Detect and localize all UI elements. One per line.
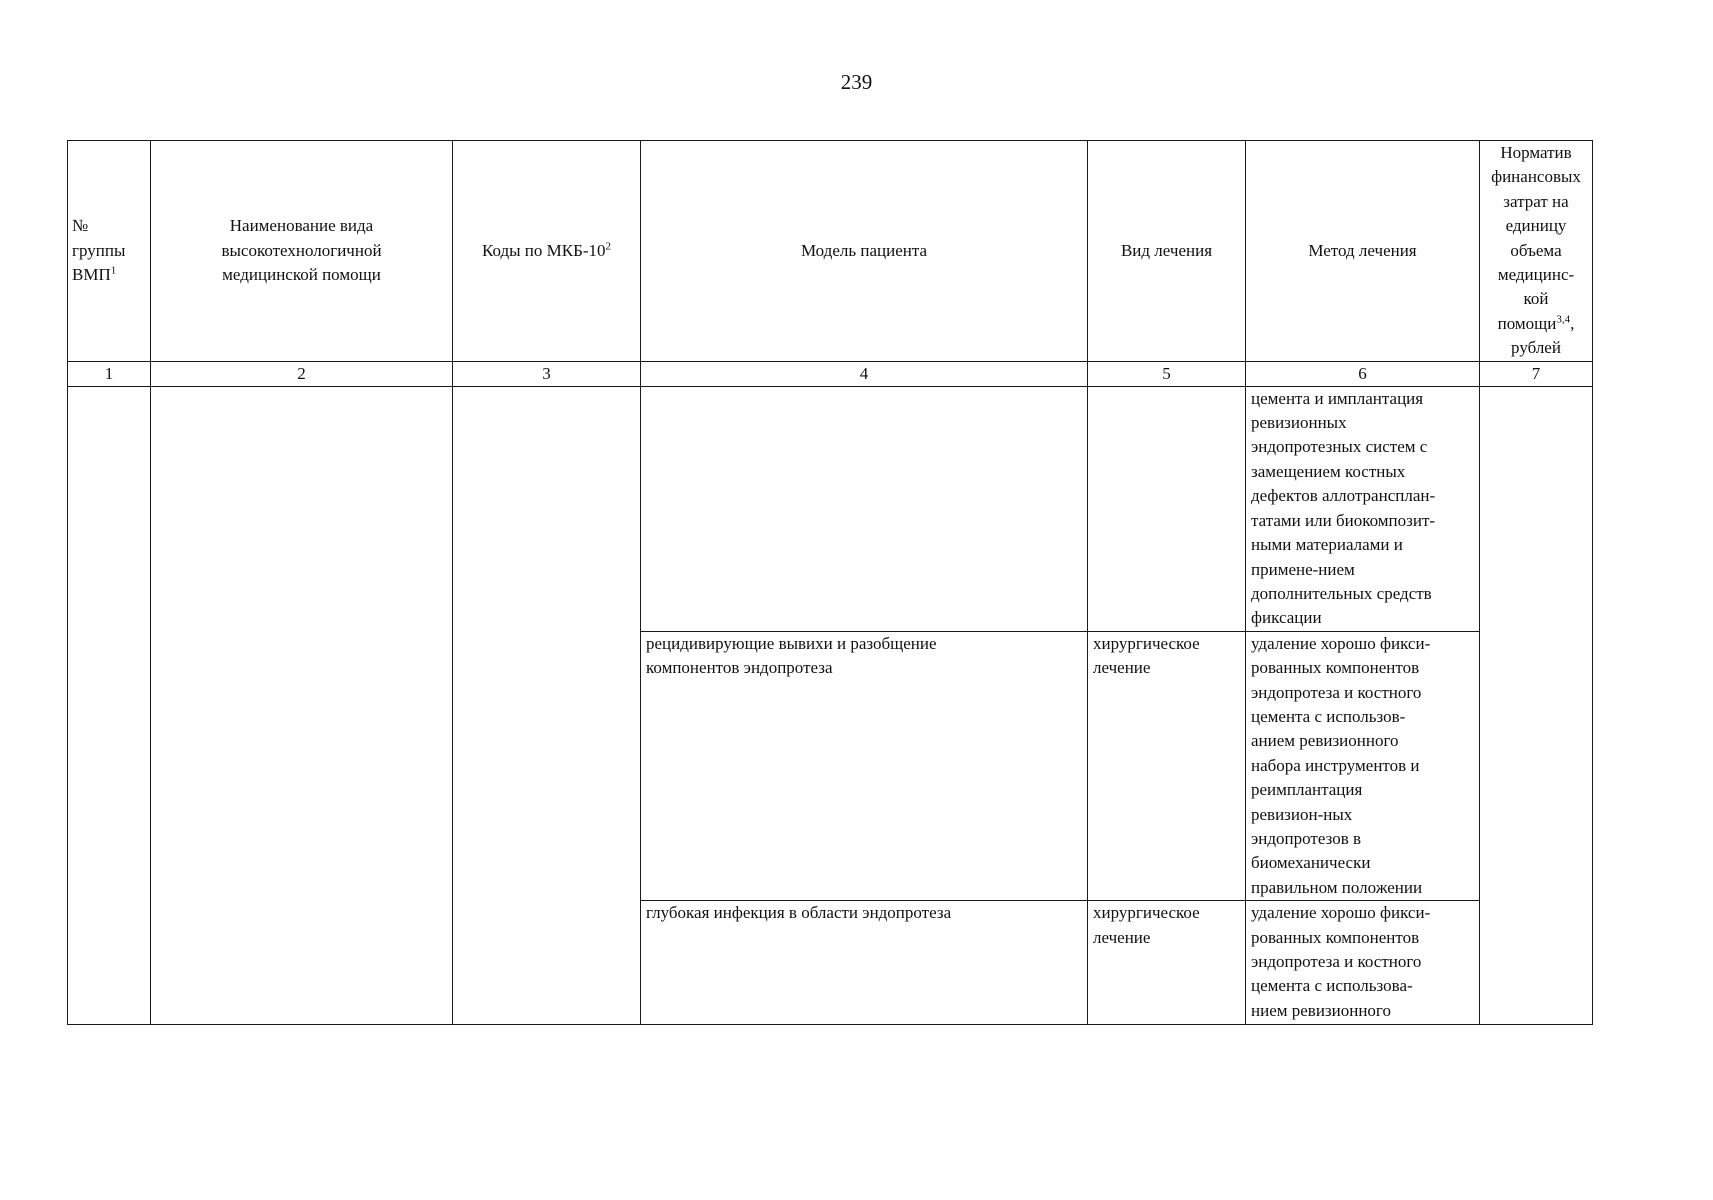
- header-treatment-method-label: Метод лечения: [1308, 240, 1417, 260]
- column-number: 5: [1088, 361, 1246, 386]
- column-number: 2: [151, 361, 453, 386]
- cost-standard-cell: [1480, 386, 1593, 1025]
- treatment-type-cell: [1088, 386, 1246, 631]
- treatment-method-cell: [1246, 631, 1480, 900]
- treatment-type-line: лечение: [1093, 658, 1151, 678]
- vmp-table: [67, 140, 1593, 1025]
- treatment-method-line: ревизионных: [1251, 413, 1347, 433]
- treatment-method-line: цемента с использов-: [1251, 706, 1406, 726]
- header-care-type-line: медицинской помощи: [222, 265, 381, 285]
- treatment-method-line: набора инструментов и: [1251, 755, 1420, 775]
- icd-codes-cell: [453, 386, 641, 1025]
- header-group-number-line: группы: [72, 240, 126, 260]
- header-cost-standard-comma: ,: [1570, 313, 1575, 333]
- patient-model-cell: [641, 901, 1088, 1025]
- group-number-cell: [68, 386, 151, 1025]
- header-cost-standard-line: затрат на: [1503, 191, 1569, 211]
- header-cost-standard-line: кой: [1523, 289, 1549, 309]
- column-numbers-row: [68, 361, 1593, 386]
- header-care-type-name: [151, 141, 453, 362]
- treatment-type-cell: [1088, 631, 1246, 900]
- header-cost-standard-line: финансовых: [1491, 167, 1581, 187]
- treatment-method-cell: [1246, 901, 1480, 1025]
- header-treatment-method: [1246, 141, 1480, 362]
- treatment-method-line: дефектов аллотрансплан-: [1251, 486, 1436, 506]
- header-cost-standard-line: медицинс-: [1497, 265, 1575, 285]
- treatment-method-line: ревизион-ных: [1251, 804, 1353, 824]
- patient-model-cell: [641, 631, 1088, 900]
- treatment-method-line: эндопротезов в: [1251, 828, 1362, 848]
- header-patient-model: [641, 141, 1088, 362]
- treatment-method-line: рованных компонентов: [1251, 658, 1420, 678]
- treatment-method-line: правильном положении: [1251, 877, 1423, 897]
- treatment-method-line: цемента и имплантация: [1251, 388, 1424, 408]
- column-number: 4: [641, 361, 1088, 386]
- treatment-method-line: эндопротеза и костного: [1251, 682, 1422, 702]
- header-treatment-type-label: Вид лечения: [1120, 240, 1213, 260]
- care-type-name-cell: [151, 386, 453, 1025]
- footnote-marker: 2: [605, 239, 612, 252]
- treatment-method-line: цемента с использова-: [1251, 976, 1413, 996]
- header-cost-standard-line: рублей: [1511, 338, 1561, 358]
- header-cost-standard-line: единицу: [1505, 216, 1567, 236]
- treatment-method-line: примене-нием: [1251, 559, 1355, 579]
- treatment-method-cell: [1246, 386, 1480, 631]
- header-cost-standard-line: Норматив: [1500, 143, 1572, 162]
- table-header-row: [68, 141, 1593, 362]
- treatment-method-line: удаление хорошо фикси-: [1251, 903, 1431, 923]
- page-number: 239: [840, 70, 873, 94]
- header-icd-codes: [453, 141, 641, 362]
- patient-model-line: рецидивирующие вывихи и разобщение: [646, 633, 937, 653]
- treatment-method-line: реимплантация: [1251, 780, 1363, 800]
- footnote-marker: 1: [110, 264, 117, 277]
- treatment-method-line: ными материалами и: [1251, 535, 1403, 555]
- patient-model-line: компонентов эндопротеза: [646, 658, 833, 678]
- header-group-number-line: №: [72, 216, 89, 236]
- treatment-method-line: дополнительных средств: [1251, 583, 1432, 603]
- footnote-marker: 3,4: [1556, 313, 1571, 326]
- treatment-type-line: лечение: [1093, 927, 1151, 947]
- patient-model-line: глубокая инфекция в области эндопротеза: [646, 903, 952, 923]
- header-cost-standard-line: объема: [1510, 240, 1562, 260]
- header-group-number: [68, 141, 151, 362]
- treatment-method-line: татами или биокомпозит-: [1251, 510, 1436, 530]
- header-cost-standard: [1480, 141, 1593, 362]
- treatment-method-line: удаление хорошо фикси-: [1251, 633, 1431, 653]
- header-treatment-type: [1088, 141, 1246, 362]
- header-icd-codes-label: Коды по МКБ-10: [481, 240, 606, 260]
- header-care-type-line: Наименование вида: [229, 216, 374, 236]
- treatment-method-line: замещением костных: [1251, 461, 1406, 481]
- patient-model-cell: [641, 386, 1088, 631]
- treatment-method-line: эндопротезных систем с: [1251, 437, 1428, 457]
- treatment-type-cell: [1088, 901, 1246, 1025]
- treatment-type-line: хирургическое: [1093, 903, 1200, 923]
- column-number: 6: [1246, 361, 1480, 386]
- treatment-type-line: хирургическое: [1093, 633, 1200, 653]
- table-row: [68, 386, 1593, 631]
- header-patient-model-label: Модель пациента: [800, 240, 928, 260]
- treatment-method-line: эндопротеза и костного: [1251, 952, 1422, 971]
- treatment-method-line: биомеханически: [1251, 853, 1371, 873]
- header-group-number-line: ВМП: [72, 265, 111, 285]
- treatment-method-line: рованных компонентов: [1251, 927, 1420, 947]
- treatment-method-line: нием ревизионного: [1251, 1000, 1391, 1020]
- header-care-type-line: высокотехнологичной: [221, 240, 382, 260]
- column-number: 7: [1480, 361, 1593, 386]
- header-cost-standard-line: помощи: [1497, 313, 1557, 333]
- column-number: 3: [453, 361, 641, 386]
- treatment-method-line: фиксации: [1251, 608, 1322, 628]
- column-number: 1: [68, 361, 151, 386]
- treatment-method-line: анием ревизионного: [1251, 731, 1399, 751]
